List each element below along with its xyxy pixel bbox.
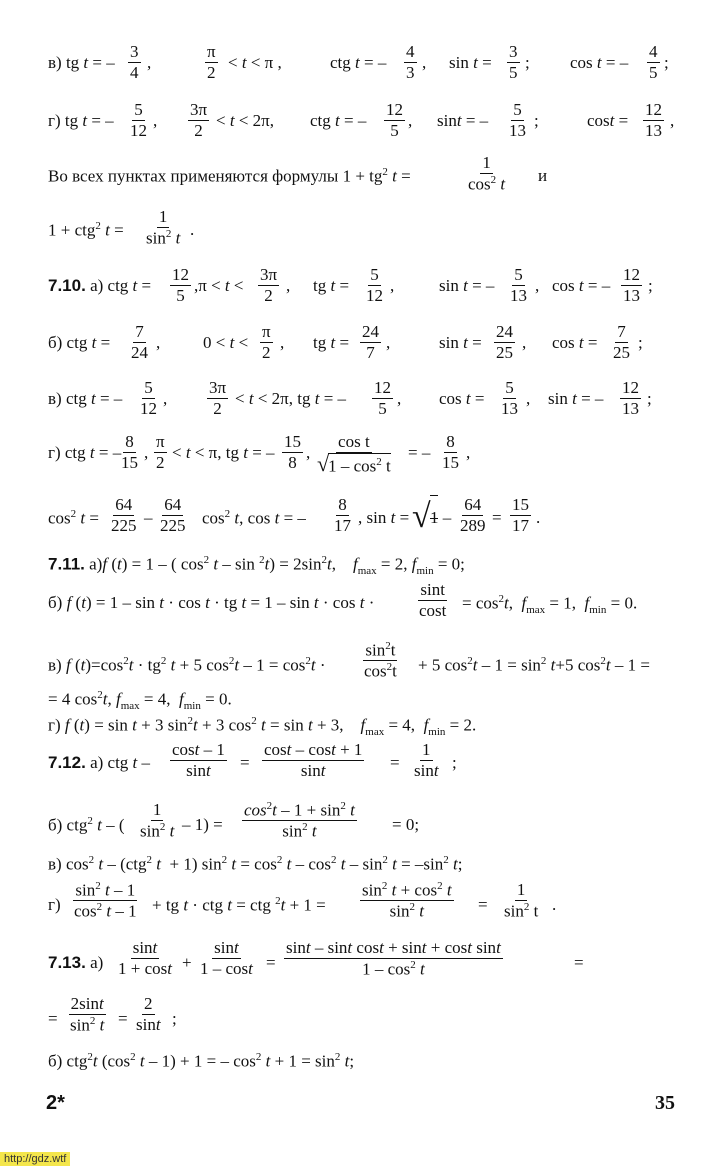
text-line: б) ctg$^2$ t – ( $\frac{1}{\sin^2 t}$ – 1) = $\frac{\cos^2t - 1 + \sin^2 t}{\sin^2 t}$ = 0; [48, 800, 420, 841]
text-line: $\cos^2 t$ = $\frac{64}{225}$ – $\frac{64}{225}$ $\cos^2 t$, cos t = – $\frac{8}{17}$ , sin t = √ 1 – $\frac{64}{289}$ = $\frac{15}{17}$ . [0, 495, 721, 543]
text-line: 7.10. а) ctg t = $\frac{12}{5}$ ,π < t < $\frac{3\pi}{2}$ , tg t = $\frac{5}{12}$ , sin t = – $\frac{5}{13}$ , cos t = – $\frac{12}{13}$ ; [48, 265, 653, 305]
text-line: 7.11. а)f (t) = 1 – ( $\cos^2 t - \sin ^2t) = 2\sin^2t$, $f_{max} = 2$, $f_{min} = 0$; [48, 554, 465, 578]
text-line: б) f (t) = 1 – sin t · cos t · tg t = 1 – sin t · cos t · $\frac{\sin t}{\cos t}$ = $\cos^2t$, $f_{max} = 1$, $f_{min} = 0$. [48, 580, 638, 620]
text-line: = 4 $\cos^2t$, $f_{max} = 4$, $f_{min} = 0$. [48, 689, 232, 713]
page-signature: 2* [46, 1092, 65, 1114]
text-line: в) f $(t)=\cos^2t \cdot tg^2$ t + 5 $\cos^2t - 1 = \cos^2t$ · $\frac{\sin^2t}{\cos^2t}$ + 5 $\cos^2t - 1 = \sin^2 t+5$ $\cos^2t - 1$ = [48, 640, 650, 681]
text-line: в) tg t = – $\frac{3}{4}$ , $\frac{\pi}{2}$ < t < π , ctg t = – $\frac{4}{3}$ , sin t = $\frac{3}{5}$ ; cos t = – $\frac{4}{5}$ ; [48, 42, 669, 82]
text-line: б) ctg$^2$t ($\cos^2$ t – 1) + 1 = – $\cos^2 t + 1 = \sin^2 t$; [48, 1051, 355, 1071]
text-line: = $\frac{2\sin t}{\sin^2 t}$ = $\frac{2}{\sin t}$ ; [48, 994, 177, 1035]
text-line: г) ctg t = – $\frac{8}{15}$ , $\frac{\pi}{2}$ < t < π, tg t = – $\frac{15}{8}$ , cos t √ $1 - \cos^2 t$ = – $\frac{8}{15}$ , [48, 432, 471, 477]
text-line: г) f (t) = sin t + 3 $\sin^2t + 3$ $\cos^2 t = \sin t + 3$, $f_{max} = 4$, $f_{min} = 2$. [48, 715, 477, 739]
text-line: б) ctg t = $\frac{7}{24}$ , 0 < t < $\frac{\pi}{2}$ , tg t = $\frac{24}{7}$ , sin t = $\frac{24}{25}$ , cos t = $\frac{7}{25}$ ; [48, 322, 643, 362]
text-line: в) ctg t = – $\frac{5}{12}$ , $\frac{3\pi}{2}$ < t < 2π, tg t = – $\frac{12}{5}$ , cos t = $\frac{5}{13}$ , sin t = – $\frac{12}{13}$ ; [48, 378, 652, 418]
watermark-link[interactable]: http://gdz.wtf [0, 1152, 70, 1166]
text-line: в) $\cos^2 t - (ctg^2$ t + 1) $\sin^2 t = \cos^2 t - \cos^2 t - \sin^2 t = -\sin^2$ t; [48, 854, 463, 874]
text-line: г) $\frac{\sin^2 t - 1}{\cos^2 t - 1}$ + tg t · ctg t = ctg $^2$t + 1 = $\frac{\sin^2 t + \cos^2 t}{\sin^2 t}$ = $\frac{1}{\sin^2 t}$ . [48, 880, 557, 921]
text-line: 7.12. а) ctg t – $\frac{\cos t - 1}{\sin t}$ = $\frac{\cos t - \cos t + 1}{\sin t}$ = $\frac{1}{\sin t}$ ; [48, 740, 457, 780]
text-line: г) tg t = – $\frac{5}{12}$ , $\frac{3\pi}{2}$ < t < 2π, ctg t = – $\frac{12}{5}$ , sint = – $\frac{5}{13}$ ; cost = $\frac{12}{13}$ , [48, 100, 675, 140]
text-line: 7.13. а) $\frac{\sin t}{1 + \cos t}$ + $\frac{\sin t}{1 - \cos t}$ = $\frac{\text{sint – sint cost + sint + cost sint}}{1 - \cos^2 t}$ = [48, 938, 584, 979]
text-line: Во всех пунктах применяются формулы $1 + tg^2$ t = $\frac{1}{\cos^2 t}$ и [48, 153, 548, 194]
text-line: 1 + ctg$^2$ t = $\frac{1}{\sin^2 t}$ . [48, 207, 195, 248]
page-number: 35 [655, 1092, 675, 1114]
